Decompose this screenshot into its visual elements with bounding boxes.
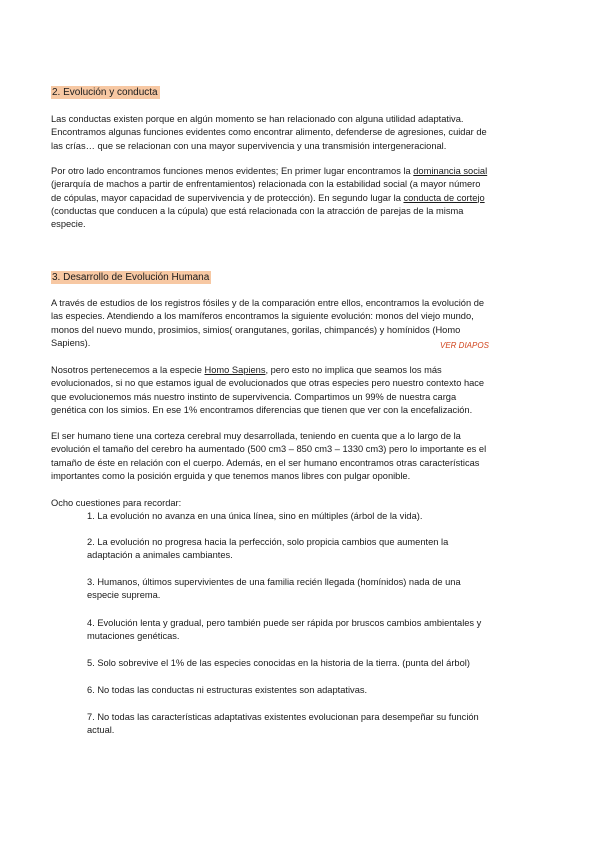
dominancia-social-term: dominancia social [413, 166, 488, 176]
text-line: que evolucionemos más nuestro instinto de supervivencia. Compartimos un 99% de nuestra carga [51, 391, 457, 402]
section-3-paragraph-3 [51, 430, 521, 483]
text-line [51, 192, 521, 205]
homo-sapiens-term: Homo Sapiens [204, 365, 266, 375]
text-line: evolución el tamaño del cerebro ha aumentado (500 cm3 – 850 cm3 – 1330 cm3) pero lo importante es el [51, 444, 487, 455]
text-line: 5. Solo sobrevive el 1% de las especies conocidas en la historia de la tierra. (punta del árbol) [87, 658, 470, 668]
list-intro [51, 497, 521, 510]
text-line: especie. [51, 219, 86, 230]
text-line: evolucionados, si no que estamos igual de evolucionados que otras especies pero nuestro contexto hace [51, 378, 485, 389]
list-item [87, 711, 479, 738]
text-line: 3. Humanos, últimos supervivientes de una familia recién llegada (homínidos) nada de una [87, 577, 461, 587]
conducta-de-cortejo-term: conducta de cortejo [403, 192, 485, 203]
section-3-paragraph-2 [51, 364, 521, 417]
ver-diapos-note: VER DIAPOS [440, 341, 489, 350]
section-3-paragraph-1 [51, 297, 521, 350]
text-run: , pero esto no implica que seamos los más [265, 365, 442, 375]
section-2-paragraph-2 [51, 165, 521, 231]
text-line [51, 165, 521, 178]
text-line: Ocho cuestiones para recordar: [51, 498, 182, 508]
text-line: 2. La evolución no progresa hacia la perfección, solo propicia cambios que aumenten la [87, 537, 449, 547]
text-line: tamaño de éste en relación con el cuerpo. Además, en el ser humano encontramos otras características [51, 457, 480, 468]
text-line: 4. Evolución lenta y gradual, pero también puede ser rápida por bruscos cambios ambientales y [87, 618, 482, 628]
list-item [87, 510, 422, 523]
text-line: actual. [87, 725, 115, 736]
section-3-heading: 3. Desarrollo de Evolución Humana [52, 272, 210, 283]
text-line: 1. La evolución no avanza en una única línea, sino en múltiples (árbol de la vida). [87, 511, 423, 521]
section-2-paragraph-1 [51, 113, 521, 153]
text-line: las crías… que se relacionan con una mayor supervivencia y una transmisión intergeneracional. [51, 140, 447, 151]
list-item [87, 684, 367, 697]
text-line: (conductas que conducen a la cúpula) que está relacionada con la atracción de parejas de la misma [51, 205, 464, 216]
text-line: adaptación a animales cambiantes. [87, 550, 233, 561]
text-line: monos del nuevo mundo, prosimios, simios( orangutanes, gorilas, chimpancés) y homínidos (Homo [51, 324, 461, 335]
section-2-heading: 2. Evolución y conducta [52, 87, 158, 98]
list-item [87, 536, 448, 563]
text-line: El ser humano tiene una corteza cerebral muy desarrollada, teniendo en cuenta que a lo largo de la [51, 431, 461, 441]
text-line: (jerarquía de machos a partir de enfrentamientos) relacionada con la estabilidad social (a mayor número [51, 179, 481, 190]
text-line: Sapiens). [51, 337, 91, 348]
text-line: importantes como la posición erguida y que tenemos manos libres con pulgar oponible. [51, 470, 411, 481]
text-run: de cópulas, mayor capacidad de supervivencia y de protección). En segundo lugar la [51, 192, 404, 203]
text-line: A través de estudios de los registros fósiles y de la comparación entre ellos, encontramos la evolución de [51, 298, 485, 308]
text-line: 6. No todas las conductas ni estructuras existentes son adaptativas. [87, 685, 368, 695]
text-line: las especies. Atendiendo a los mamíferos encontramos la siguiente evolución: monos del viejo mundo, [51, 311, 474, 322]
text-line: Las conductas existen porque en algún momento se han relacionado con alguna utilidad adaptativa. [51, 114, 464, 124]
list-item [87, 657, 470, 670]
text-run: Nosotros pertenecemos a la especie [51, 365, 205, 375]
text-line: genética con los simios. En ese 1% encontramos diferencias que tienen que ver con la encefalización. [51, 404, 473, 415]
text-line: especie suprema. [87, 590, 161, 601]
list-item [87, 576, 461, 603]
text-run: Por otro lado encontramos funciones menos evidentes; En primer lugar encontramos la [51, 166, 414, 176]
text-line: 7. No todas las características adaptativas existentes evolucionan para desempeñar su función [87, 712, 479, 722]
text-line [51, 364, 521, 377]
text-line: mutaciones genéticas. [87, 631, 180, 642]
list-item [87, 617, 481, 644]
text-line: Encontramos algunas funciones evidentes como encontrar alimento, defenderse de agresiones, cuidar de [51, 127, 487, 138]
